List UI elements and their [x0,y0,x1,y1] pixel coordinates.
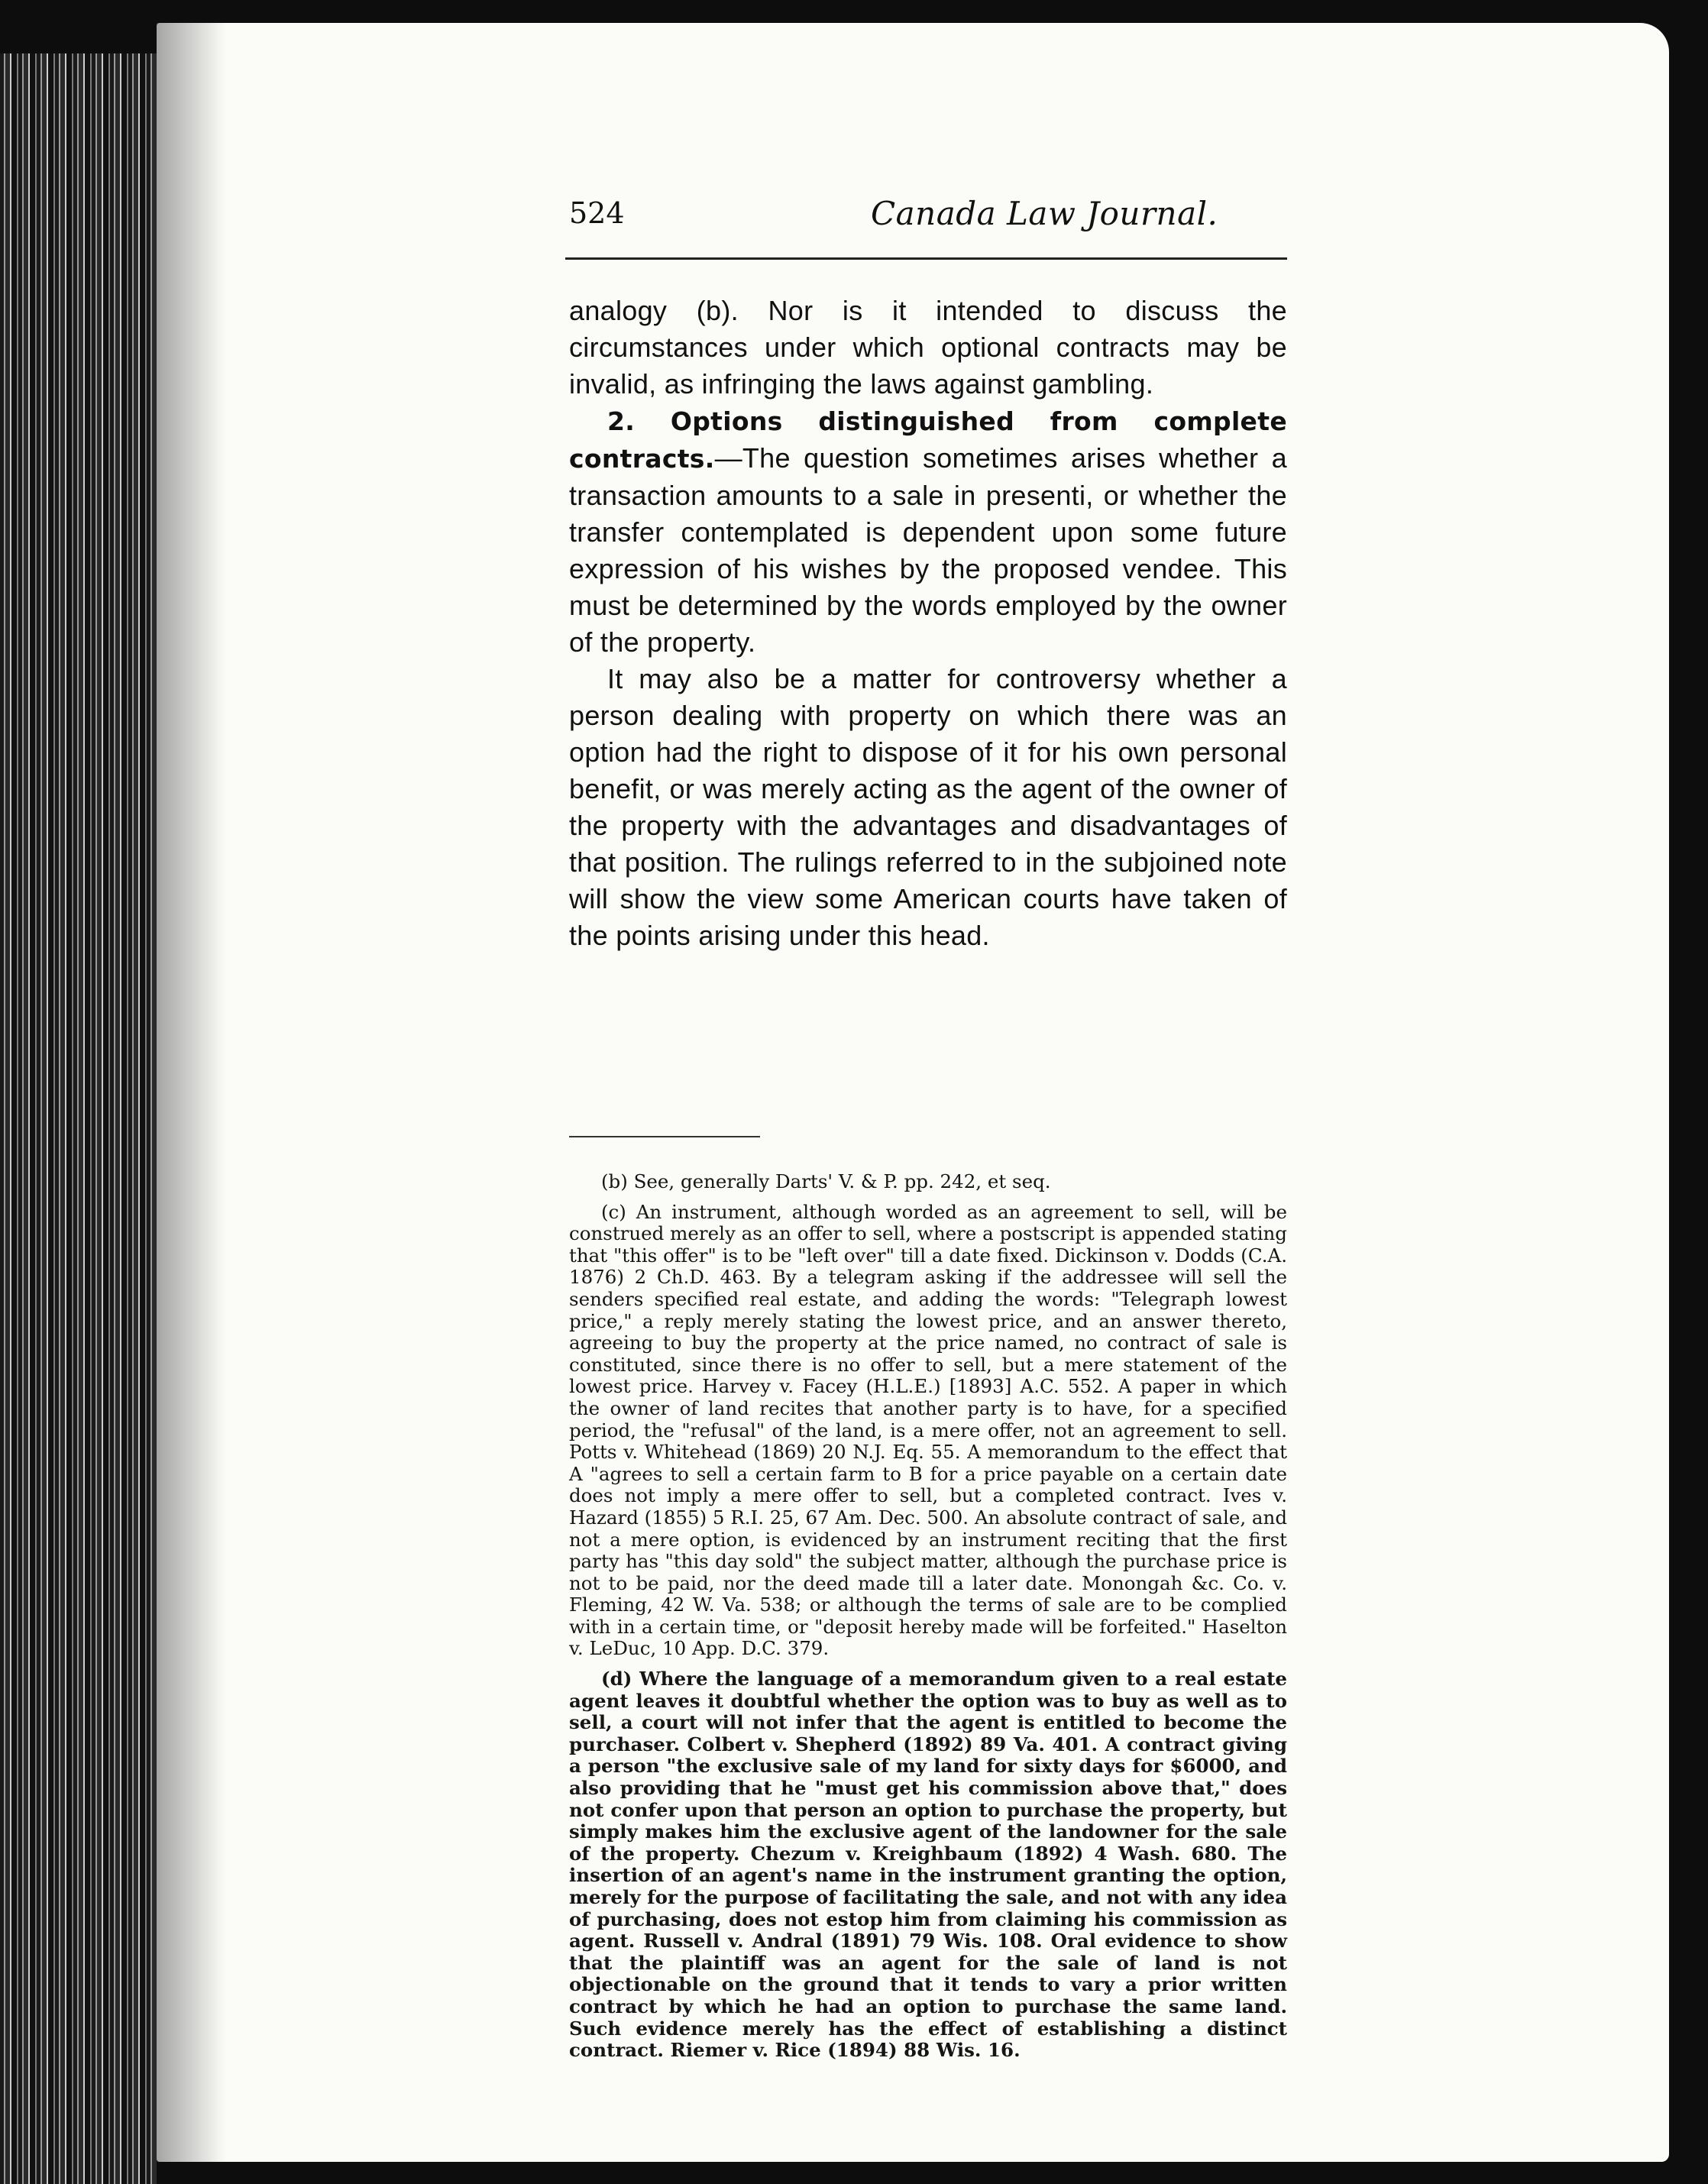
book-spine [0,53,157,2184]
body-text [569,293,1287,954]
running-head [569,195,1287,241]
header-rule [565,257,1287,260]
section-heading: 2. Options distinguished from complete contracts. [569,406,1287,474]
page-number: 524 [569,196,625,230]
gutter-shadow [157,23,225,2162]
paragraph-1: analogy (b). Nor is it intended to discuss the circumstances under which optional contracts may be invalid, as infringing the laws against gambling. [569,295,1287,400]
footnotes [569,1171,1287,2070]
paragraph-2-text: —The question sometimes arises whether a transaction amounts to a sale in presenti, or whether the transfer contemplated is dependent upon some future expression of his wishes by the proposed vendee. This must be determined by the words employed by the owner of the property. [569,442,1287,658]
journal-title: Canada Law Journal. [871,195,1218,232]
footnote-rule [569,1136,760,1137]
footnote-d: (d) Where the language of a memorandum given to a real estate agent leaves it doubtful whether the option was to buy as well as to sell, a court will not infer that the agent is entitled to become the purchaser. Colbert v. Shepherd (1892) 89 Va. 401. A contract giving a person "the exclusive sale of my land for sixty days for $6000, and also providing that he "must get his commission above that," does not confer upon that person an option to purchase the property, but simply makes him the exclusive agent of the landowner for the sale of the property. Chezum v. Kreighbaum (1892) 4 Wash. 680. The insertion of an agent's name in the instrument granting the option, merely for the purpose of facilitating the sale, and not with any idea of purchasing, does not estop him from claiming his commission as agent. Russell v. Andral (1891) 79 Wis. 108. Oral evidence to show that the plaintiff was an agent for the sale of land is not objectionable on the ground that it tends to vary a prior written contract by which he had an option to purchase the same land. Such evidence merely has the effect of establishing a distinct contract. Riemer v. Rice (1894) 88 Wis. 16. [569,1668,1287,2062]
footnote-b: (b) See, generally Darts' V. & P. pp. 242, et seq. [601,1170,1051,1192]
page-content [569,195,1287,2062]
footnote-c: (c) An instrument, although worded as an agreement to sell, will be construed merely as an offer to sell, where a postscript is appended stating that "this offer" is to be "left over" till a date fixed. Dickinson v. Dodds (C.A. 1876) 2 Ch.D. 463. By a telegram asking if the addressee will sell the senders specified real estate, and adding the words: "Telegraph lowest price," a reply merely stating the lowest price, and an answer thereto, agreeing to buy the property at the price named, no contract of sale is constituted, since there is no offer to sell, but a mere statement of the lowest price. Harvey v. Facey (H.L.E.) [1893] A.C. 552. A paper in which the owner of land recites that another party is to have, for a specified period, the "refusal" of the land, is a mere offer, not an agreement to sell. Potts v. Whitehead (1869) 20 N.J. Eq. 55. A memorandum to the effect that A "agrees to sell a certain farm to B for a price payable on a certain date does not imply a mere offer to sell, but a completed contract. Ives v. Hazard (1855) 5 R.I. 25, 67 Am. Dec. 500. An absolute contract of sale, and not a mere option, is evidenced by an instrument reciting that the first party has "this day sold" the subject matter, although the purchase price is not to be paid, nor the deed made till a later date. Monongah &c. Co. v. Fleming, 42 W. Va. 538; or although the terms of sale are to be complied with in a certain time, or "deposit hereby made will be forfeited." Haselton v. LeDuc, 10 App. D.C. 379. [569,1200,1287,1660]
paragraph-3: It may also be a matter for controversy whether a person dealing with property on which there was an option had the right to dispose of it for his own personal benefit, or was merely acting as the agent of the owner of the property with the advantages and disadvantages of that position. The rulings referred to in the subjoined note will show the view some American courts have taken of the points arising under this head. [569,663,1287,951]
paragraph-2 [569,403,1287,661]
